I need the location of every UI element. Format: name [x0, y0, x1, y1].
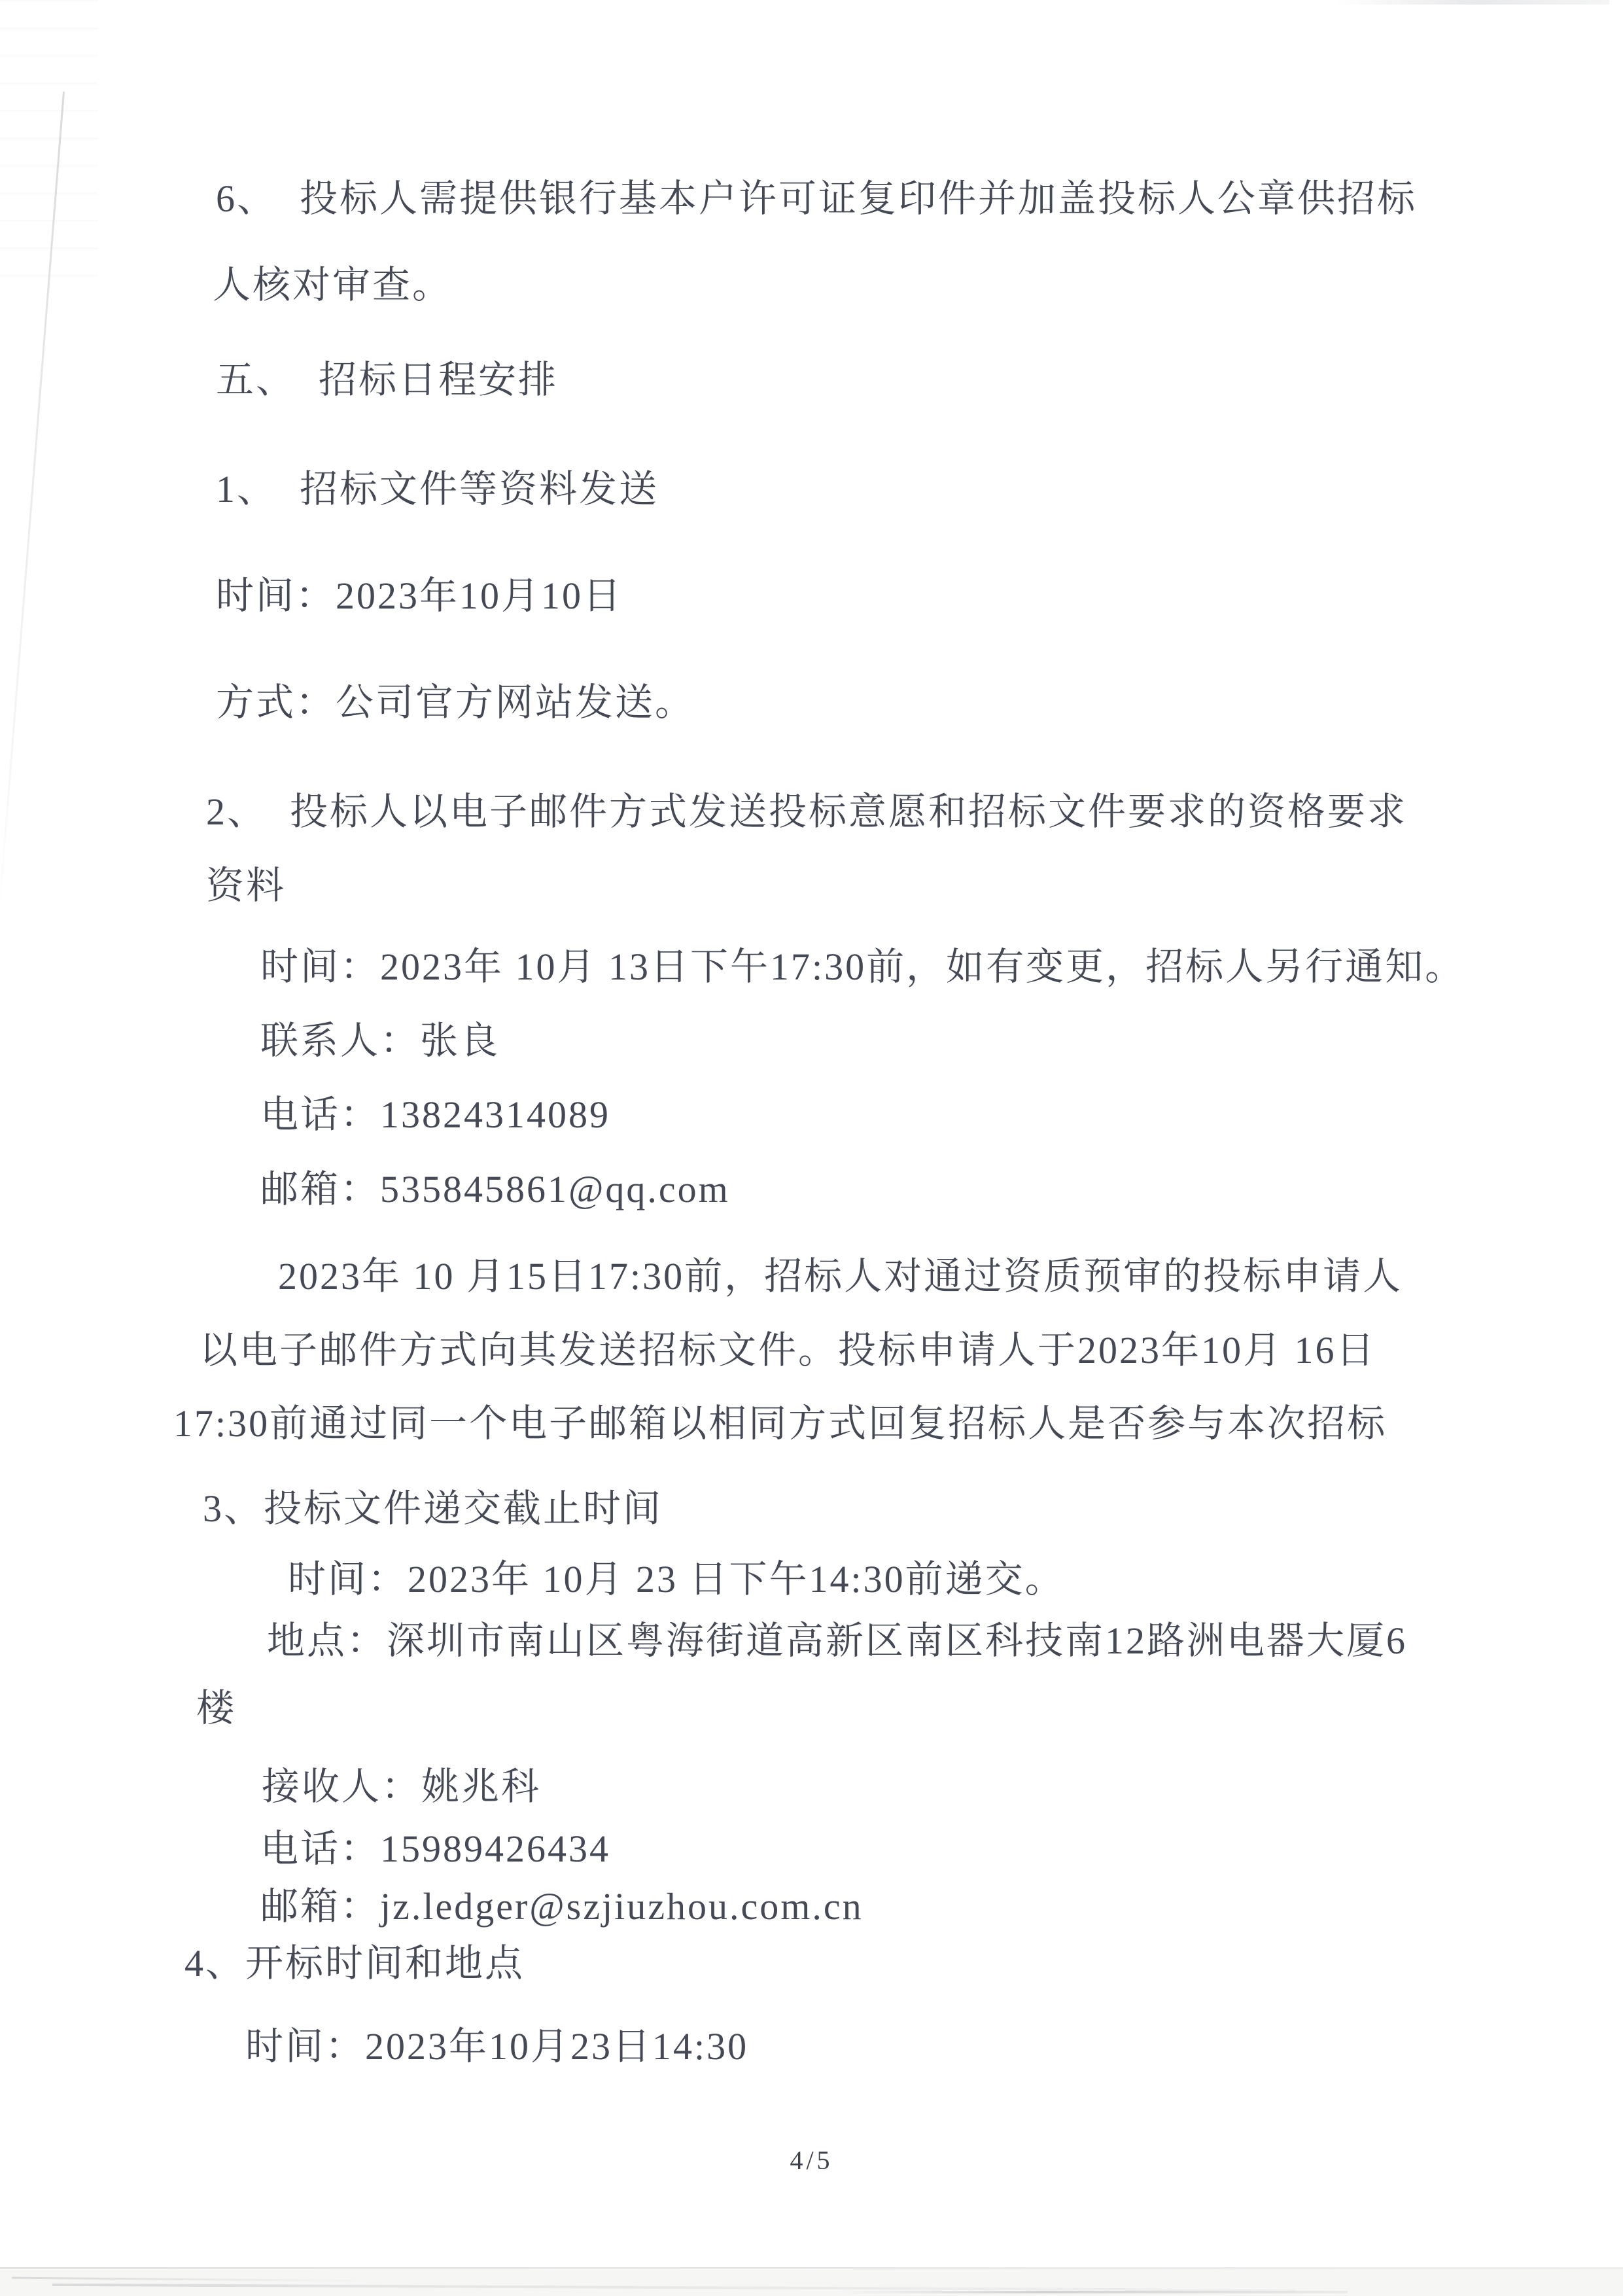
text-line: 人核对审查。 [213, 264, 453, 306]
scan-noise-top-left [0, 0, 98, 281]
text-line: 时间：2023年10月10日 [216, 574, 623, 617]
text-line: 时间：2023年 10月 23 日下午14:30前递交。 [288, 1558, 1065, 1600]
text-line: 邮箱：535845861@qq.com [260, 1168, 730, 1210]
text-line: 以电子邮件方式向其发送招标文件。投标申请人于2023年10月 16日 [200, 1329, 1376, 1371]
page-number: 4/5 [790, 2146, 833, 2175]
text-line: 2023年 10 月15日17:30前，招标人对通过资质预审的投标申请人 [278, 1255, 1403, 1298]
text-line: 联系人：张良 [260, 1019, 500, 1062]
scan-bottom-strip [0, 2269, 1623, 2296]
scan-streak-top-right [1335, 0, 1609, 5]
text-line: 6、 投标人需提供银行基本户许可证复印件并加盖投标人公章供招标 [216, 177, 1418, 220]
text-line: 2、 投标人以电子邮件方式发送投标意愿和招标文件要求的资格要求 [206, 790, 1408, 833]
text-line: 时间：2023年10月23日14:30 [245, 2025, 749, 2068]
text-line: 接收人：姚兆科 [262, 1765, 542, 1808]
text-line: 资料 [206, 864, 287, 907]
text-line: 1、 招标文件等资料发送 [216, 468, 659, 510]
text-line: 电话：15989426434 [260, 1828, 611, 1870]
text-line: 时间：2023年 10月 13日下午17:30前，如有变更，招标人另行通知。 [260, 945, 1465, 988]
text-line: 4、开标时间和地点 [184, 1942, 525, 1985]
scan-smudge [837, 2291, 1348, 2293]
text-line: 邮箱：jz.ledger@szjiuzhou.com.cn [260, 1885, 864, 1928]
text-line: 方式：公司官方网站发送。 [216, 681, 695, 724]
text-line: 17:30前通过同一个电子邮箱以相同方式回复招标人是否参与本次招标 [173, 1402, 1387, 1445]
text-line: 五、 招标日程安排 [216, 359, 559, 401]
text-line: 电话：13824314089 [260, 1093, 611, 1136]
text-line: 楼 [196, 1687, 237, 1729]
text-line: 3、投标文件递交截止时间 [203, 1487, 663, 1530]
text-line: 地点：深圳市南山区粤海街道高新区南区科技南12路洲电器大厦6 [267, 1619, 1408, 1662]
